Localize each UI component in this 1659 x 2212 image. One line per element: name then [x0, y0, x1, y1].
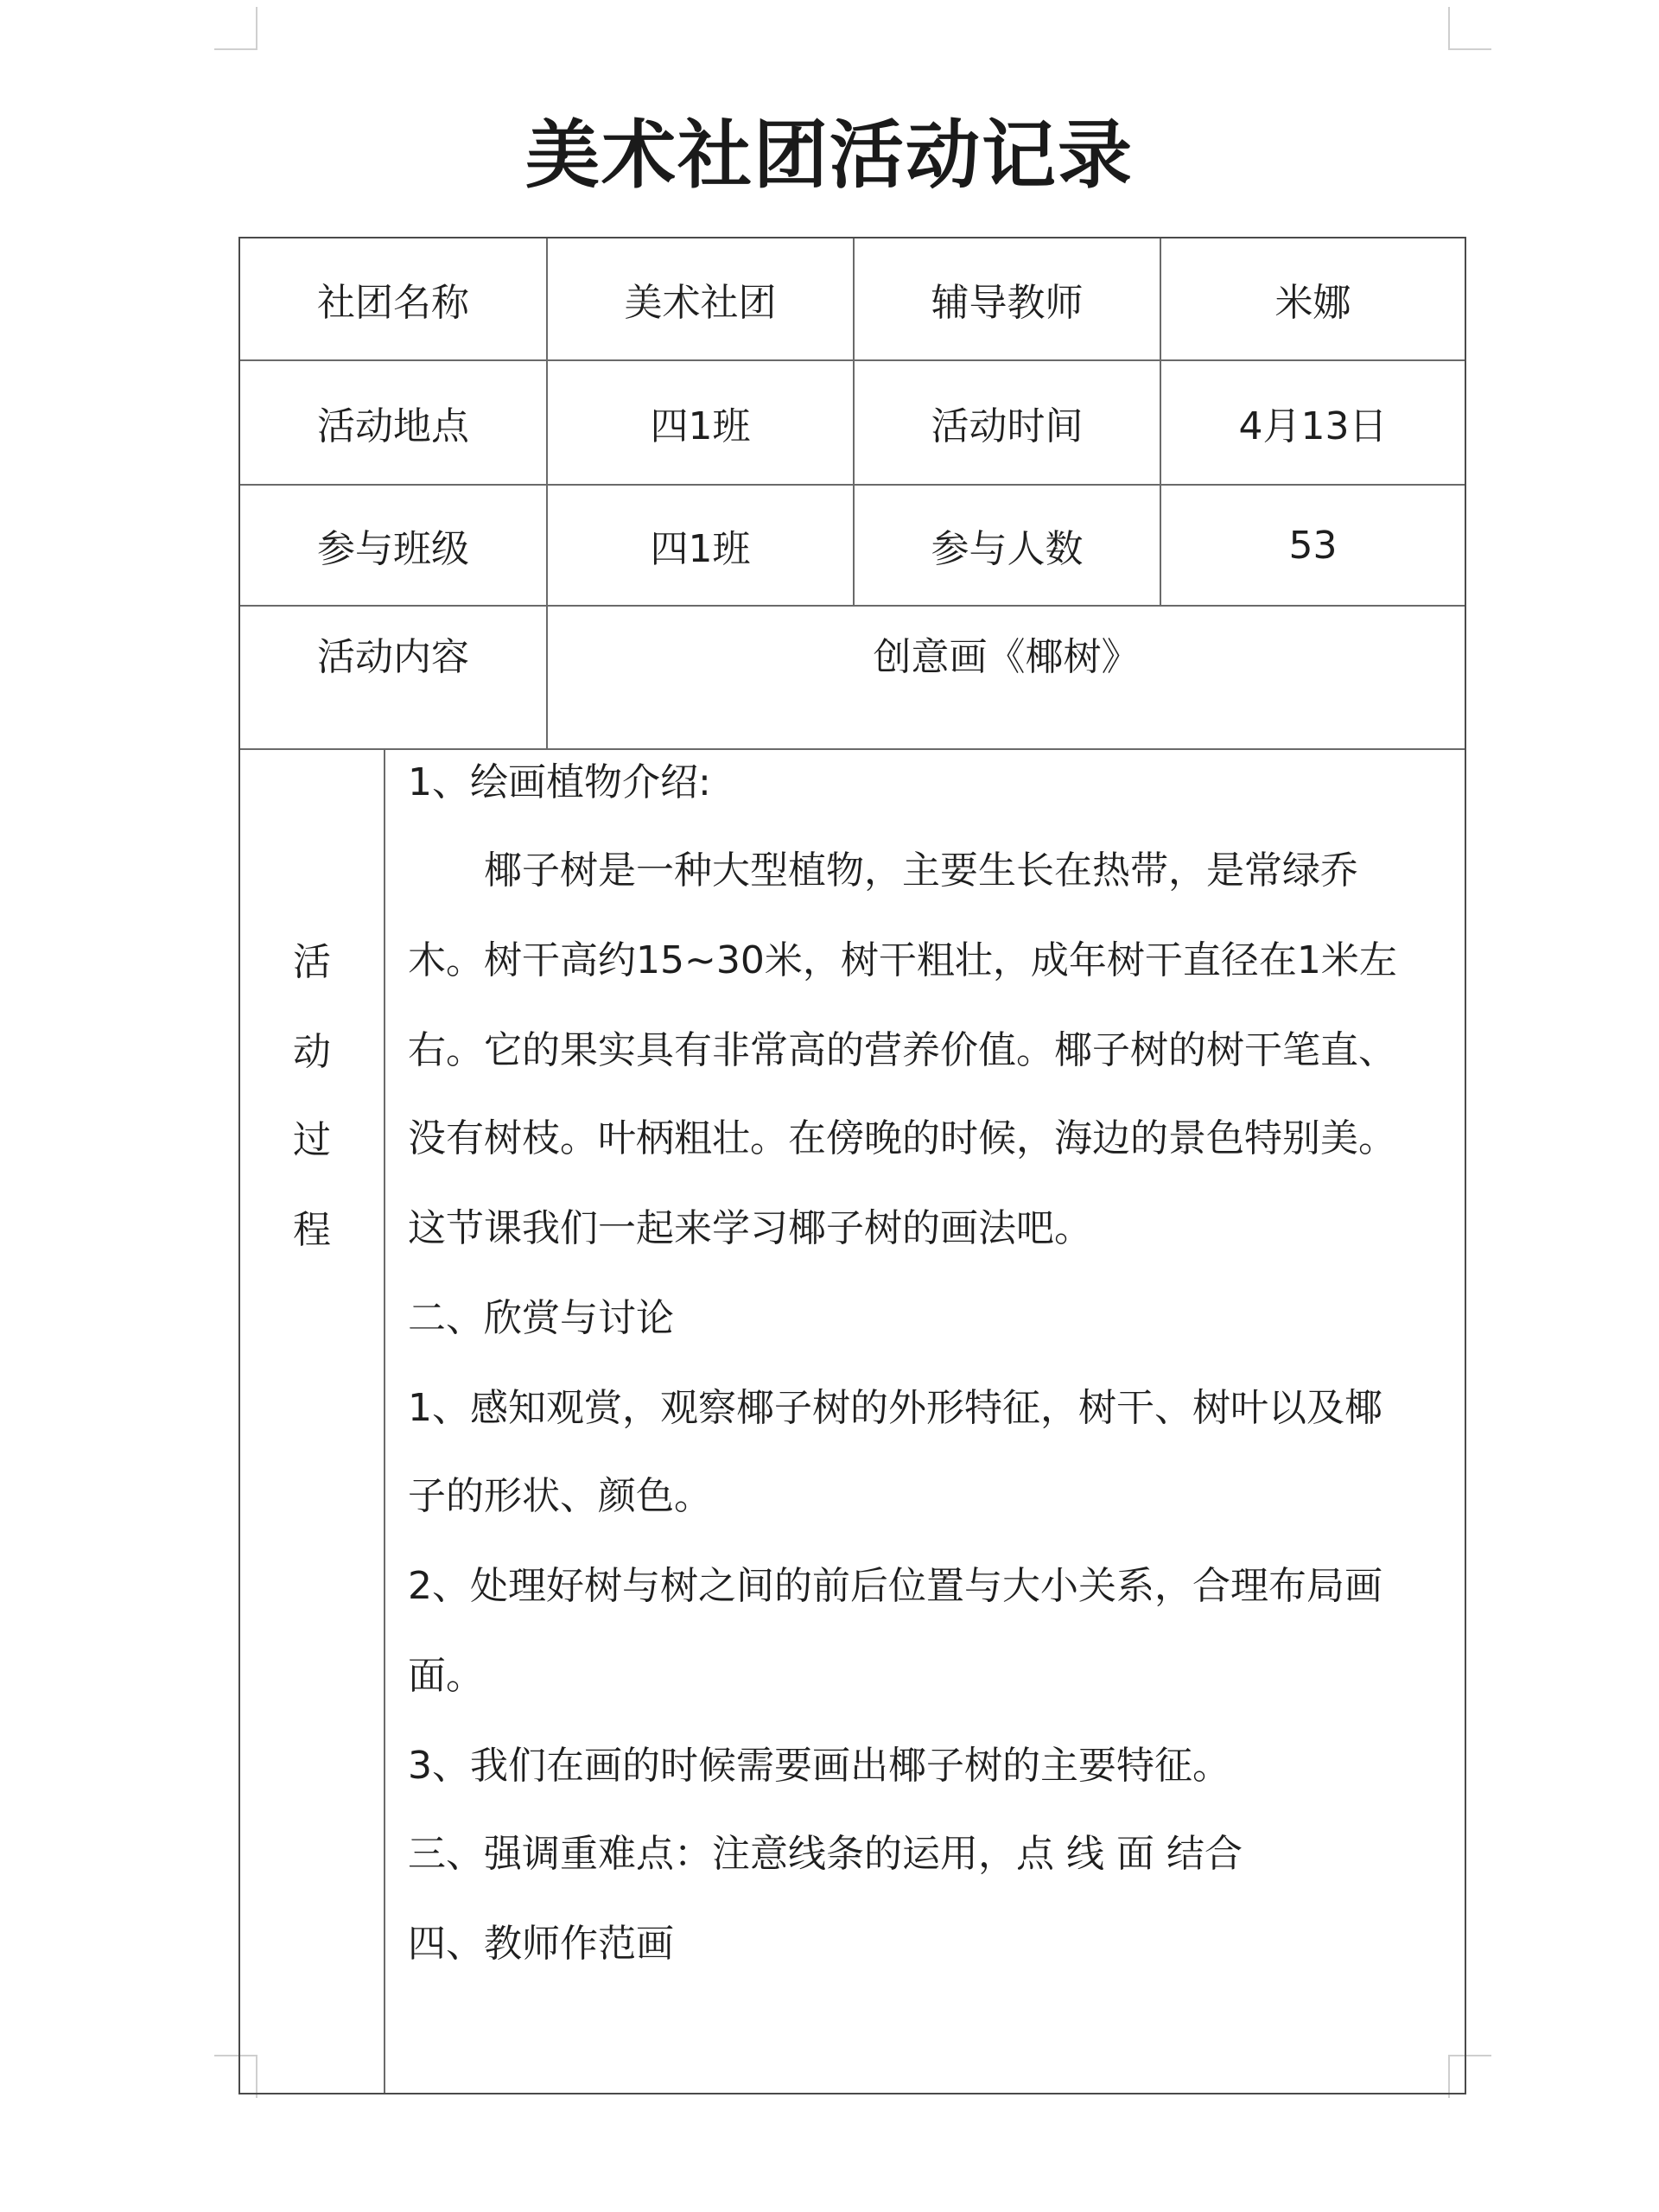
label-class: 参与班级: [317, 527, 469, 571]
row-divider: [240, 748, 1465, 750]
process-line: 二、欣赏与讨论: [408, 1296, 674, 1340]
process-label-char: 程: [293, 1208, 331, 1252]
label-location: 活动地点: [317, 404, 469, 448]
value-location: 四1班: [650, 404, 751, 448]
value-club-name: 美术社团: [624, 281, 777, 325]
process-label-char: 动: [293, 1030, 331, 1074]
process-label-char: 活: [293, 940, 331, 984]
crop-mark-top-left: [214, 7, 257, 50]
process-line: 1、绘画植物介绍:: [408, 760, 711, 804]
process-line: 四、教师作范画: [408, 1922, 674, 1966]
value-time: 4月13日: [1238, 404, 1388, 448]
crop-mark-top-right: [1448, 7, 1491, 50]
process-line: 右。它的果实具有非常高的营养价值。椰子树的树干笔直、: [408, 1028, 1396, 1072]
label-club-name: 社团名称: [317, 281, 469, 325]
label-time: 活动时间: [931, 404, 1084, 448]
process-line: 这节课我们一起来学习椰子树的画法吧。: [408, 1206, 1092, 1250]
value-participants: 53: [1288, 523, 1338, 568]
process-line: 1、感知观赏，观察椰子树的外形特征，树干、树叶以及椰: [408, 1386, 1382, 1430]
process-line: 三、强调重难点：注意线条的运用，点 线 面 结合: [408, 1832, 1243, 1876]
value-class: 四1班: [650, 527, 751, 571]
process-line: 没有树枝。叶柄粗壮。在傍晚的时候，海边的景色特别美。: [408, 1116, 1396, 1160]
column-divider: [384, 748, 385, 2093]
label-content: 活动内容: [317, 635, 469, 679]
label-participants: 参与人数: [931, 527, 1084, 571]
label-teacher: 辅导教师: [931, 281, 1084, 325]
process-line: 3、我们在画的时候需要画出椰子树的主要特征。: [408, 1744, 1230, 1788]
process-line: 子的形状、颜色。: [408, 1474, 712, 1518]
value-teacher: 米娜: [1274, 281, 1351, 325]
document-title: 美术社团活动记录: [525, 112, 1134, 199]
process-line: 椰子树是一种大型植物，主要生长在热带，是常绿乔: [408, 849, 1358, 893]
value-content: 创意画《椰树》: [873, 635, 1140, 679]
process-line: 面。: [408, 1654, 484, 1698]
process-line: 2、处理好树与树之间的前后位置与大小关系，合理布局画: [408, 1564, 1382, 1608]
process-label-char: 过: [293, 1118, 331, 1162]
activity-record-table: [238, 237, 1466, 2094]
process-line: 木。树干高约15~30米，树干粗壮，成年树干直径在1米左: [408, 938, 1397, 982]
